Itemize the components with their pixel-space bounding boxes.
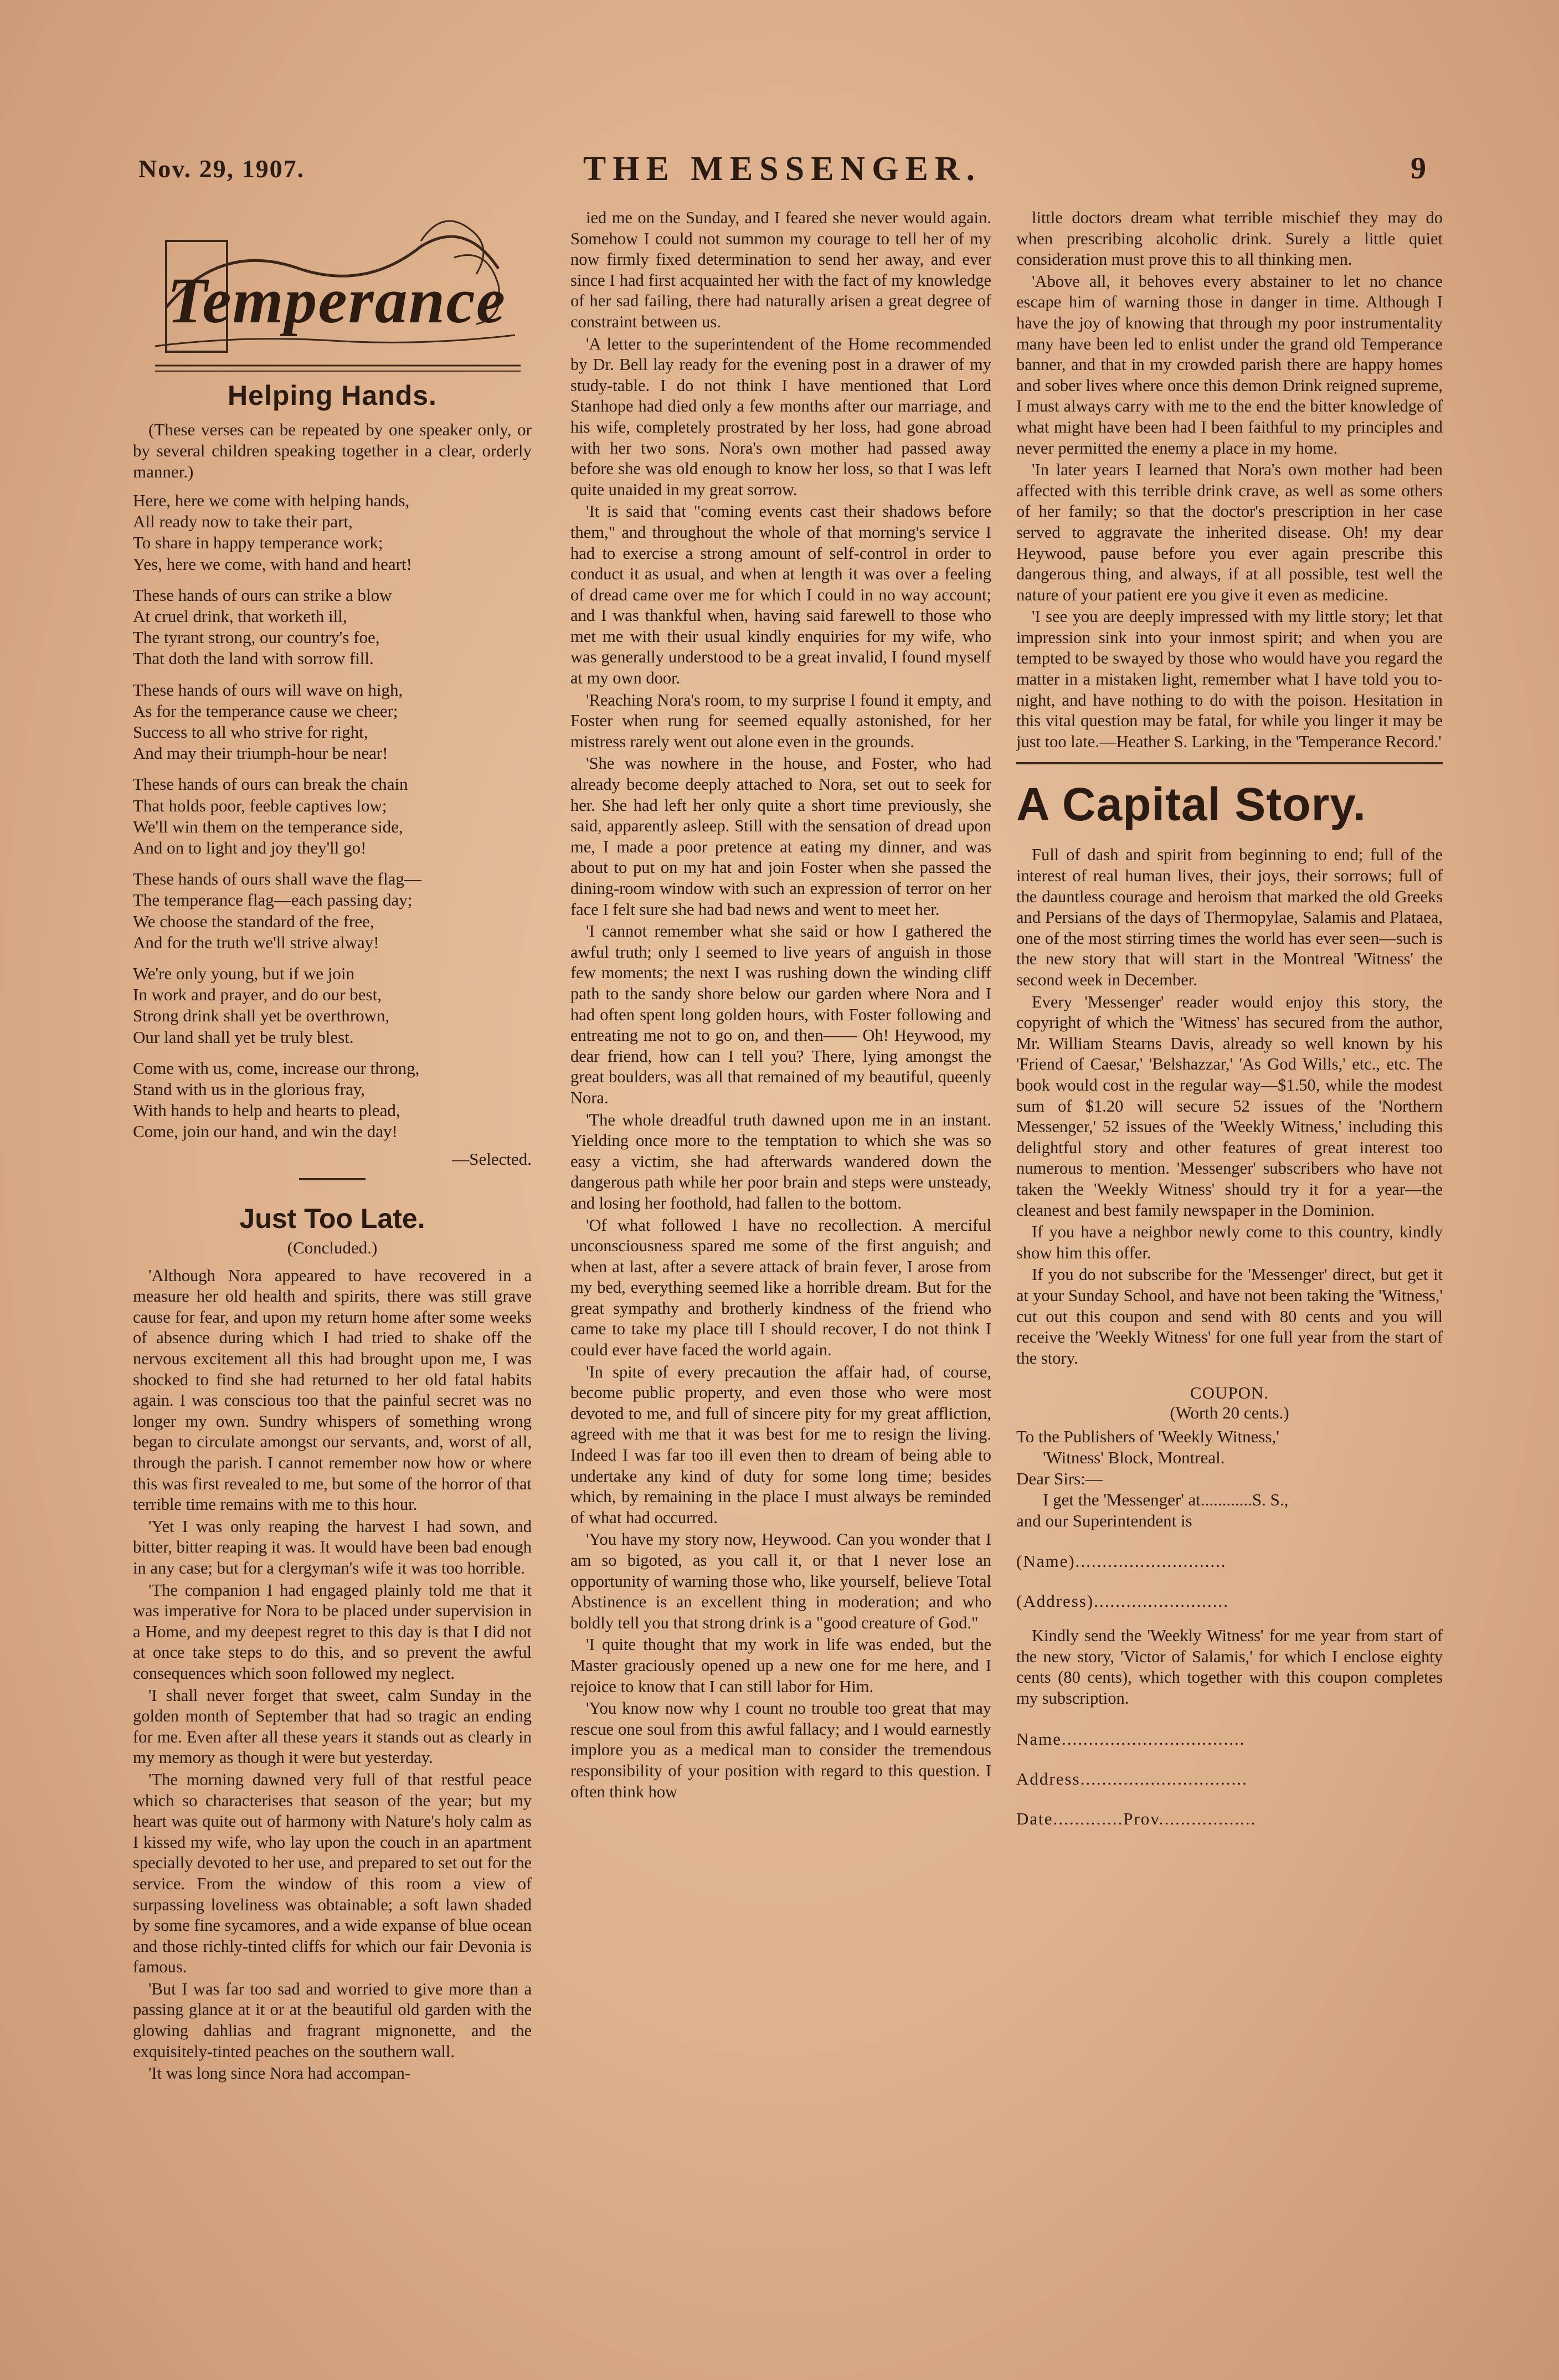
- section-divider: [299, 1178, 366, 1180]
- story-paragraph: 'I see you are deeply impressed with my little story; let that impression sink into your inmost spirit; and when you are tempted to be swayed by those who would have you regard the matter in a mistaken light, remember what I have told you to-night, and have nothing to do with the poison. Hesitation in this vital question may be fatal, for while you linger it may be just too late.—Heather S. Larking, in the 'Temperance Record.': [1016, 607, 1443, 751]
- poem-line: To share in happy temperance work;: [133, 533, 383, 553]
- column-1: [133, 208, 532, 2085]
- coupon-get-line: I get the 'Messenger' at............S. S.,: [1043, 1490, 1289, 1510]
- coupon-to-line-1: To the Publishers of 'Weekly Witness,': [1016, 1427, 1279, 1447]
- coupon-superintendent-line: and our Superintendent is: [1016, 1511, 1192, 1531]
- story-paragraph: 'Above all, it behoves every abstainer to let no chance escape him of warning those in danger in time. Although I have the joy of knowing that through my poor instrumentality many have been led to enlist under the grand old Temperance banner, and that in my crowded parish there are happy homes and sober lives where once this demon Drink reigned supreme, I must always carry with me to the end the bitter knowledge of what might have been had I been faithful to my principles and never permitted the enemy a place in my home.: [1016, 271, 1443, 458]
- poem-line: Success to all who strive for right,: [133, 722, 368, 742]
- poem-line: We choose the standard of the free,: [133, 911, 374, 931]
- capital-story-paragraph: Full of dash and spirit from beginning to end; full of the interest of real human lives, their joys, their sorrows; full of the dauntless courage and heroism that marked the old Greeks and Persians of the days of Thermopylae, Salamis and Plataea, one of the most stirring times the world has ever seen—such is the new story that will start in the Montreal 'Witness' the second week in December.: [1016, 845, 1443, 989]
- coupon-title: COUPON.: [1190, 1383, 1269, 1403]
- story-paragraph: 'I shall never forget that sweet, calm Sunday in the golden month of September that had so tragic an ending for me. Even after all these years it stands out as clearly in my memory as though it were but yesterday.: [133, 1685, 532, 1767]
- poem-line: These hands of ours can strike a blow: [133, 585, 392, 605]
- poem-line: Come, join our hand, and win the day!: [133, 1122, 398, 1142]
- poem-line: We'll win them on the temperance side,: [133, 816, 403, 836]
- poem-line: We're only young, but if we join: [133, 964, 354, 984]
- coupon-kindly-text: Kindly send the 'Weekly Witness' for me year from start of the new story, 'Victor of Salamis,' for which I enclose eighty cents (80 cents), which together with this coupon completes my subscription.: [1016, 1626, 1443, 1708]
- coupon-worth: (Worth 20 cents.): [1170, 1403, 1289, 1423]
- poem-line: The tyrant strong, our country's foe,: [133, 628, 380, 647]
- coupon-to-line-2: 'Witness' Block, Montreal.: [1043, 1448, 1225, 1468]
- story-paragraph: 'In spite of every precaution the affair had, of course, become public property, and even those who were most devoted to me, and full of sincere pity for my great affliction, agreed with me that it was best for me to resign the living. Indeed I was far too ill even then to dream of being able to undertake any kind of duty for some long time; besides which, by remaining in the place I must always be reminded of what had occurred.: [570, 1362, 991, 1527]
- poem-line: At cruel drink, that worketh ill,: [133, 606, 347, 626]
- story-paragraph: 'The whole dreadful truth dawned upon me in an instant. Yielding once more to the temptation to which she was so easy a victim, she had afterwards wandered down the dangerous path while her poor brain and steps were unsteady, and losing her foothold, had fallen to the bottom.: [570, 1110, 991, 1212]
- coupon-address2-field[interactable]: Address...............................: [1016, 1769, 1248, 1788]
- poem-line: And on to light and joy they'll go!: [133, 838, 367, 858]
- poem-stanza: [133, 963, 532, 1048]
- masthead: [133, 150, 1432, 194]
- story-paragraph: 'It is said that "coming events cast their shadows before them," and throughout the whole of that morning's service I had to exercise a strong amount of self-control in order to conduct it as usual, and when at length it was over a feeling of dread came over me for which I could in no way account; and I was thankful when, having said farewell to those who met me with their usual kindly enquiries for my wife, who was generally understood to be a great invalid, I found myself at my own door.: [570, 502, 991, 688]
- story-paragraph: 'You have my story now, Heywood. Can you wonder that I am so bigoted, as you call it, or that I never lose an opportunity of warning those who, like yourself, believe Total Abstinence is an excellent thing in moderation; and who boldly tell you that strong drink is a "good creature of God.": [570, 1530, 991, 1632]
- section-divider: [1016, 762, 1443, 764]
- poem-stanza: [133, 585, 532, 670]
- poem-stanza: [133, 490, 532, 575]
- column-2: [570, 208, 991, 1803]
- just-too-late-title: Just Too Late.: [239, 1202, 425, 1234]
- story-paragraph: 'Although Nora appeared to have recovered in a measure her old health and spirits, there was still grave cause for fear, and upon my return home after some weeks of absence during which I had tried to shake off the nervous excitement all this had brought upon me, I was shocked to find she had returned to her old fatal habits again. I was conscious too that the painful secret was no longer my own. Sundry whispers of something wrong began to circulate amongst our servants, and, worst of all, through the parish. I cannot remember now how or where this was first revealed to me, but some of the horror of that terrible time remains with me to this hour.: [133, 1266, 532, 1514]
- story-paragraph: 'The morning dawned very full of that restful peace which so characterises that season of the year; but my heart was quite out of harmony with Nature's holy calm as I kissed my wife, who lay upon the couch in an apartment specially devoted to her use, and prepared to set out for the service. From the window of this room a view of surpassing loveliness was obtainable; a soft lawn shaded by some fine sycamores, and a wide expanse of blue ocean and those richly-tinted cliffs for which our fair Devonia is famous.: [133, 1770, 532, 1977]
- poem-line: Stand with us in the glorious fray,: [133, 1080, 366, 1099]
- page-number: 9: [1411, 151, 1426, 186]
- poem-stanza: [133, 868, 532, 953]
- poem-line: Strong drink shall yet be overthrown,: [133, 1006, 390, 1026]
- coupon: [1016, 1383, 1443, 1828]
- poem-stanza: [133, 1058, 532, 1143]
- poem-line: With hands to help and hearts to plead,: [133, 1101, 400, 1120]
- poem-line: And may their triumph-hour be near!: [133, 743, 388, 763]
- banner-title: Temperance: [167, 264, 507, 337]
- poem-line: Come with us, come, increase our throng,: [133, 1058, 420, 1078]
- helping-hands-title: Helping Hands.: [228, 380, 437, 411]
- poem-line: All ready now to take their part,: [133, 512, 353, 532]
- poem-line: Our land shall yet be truly blest.: [133, 1027, 354, 1047]
- poem-line: These hands of ours shall wave the flag—: [133, 869, 421, 889]
- poem-credit: —Selected.: [452, 1149, 532, 1169]
- poem-stanza: [133, 680, 532, 764]
- story-paragraph: 'But I was far too sad and worried to give more than a passing glance at it or at the beautiful old garden with the glowing dahlias and fragrant mignonette, and the exquisitely-tinted peaches on the southern wall.: [133, 1979, 532, 2061]
- story-paragraph: 'She was nowhere in the house, and Foster, who had already become deeply attached to Nora, set out to seek for her. She had left her only quite a short time previously, she said, apparently asleep. Still with the sensation of dread upon me, I made a poor pretence at eating my dinner, and was about to put on my hat and join Foster when she passed the dining-room window with such an expression of terror on her face I felt sure she had bad news and went to meet her.: [570, 754, 991, 919]
- capital-story-paragraph: If you do not subscribe for the 'Messenger' direct, but get it at your Sunday School, and have not been taking the 'Witness,' cut out this coupon and send with 80 cents and you will receive the 'Weekly Witness' for one full year from the start of the story.: [1016, 1265, 1443, 1368]
- coupon-salutation: Dear Sirs:—: [1016, 1469, 1103, 1489]
- capital-story-paragraph: Every 'Messenger' reader would enjoy this story, the copyright of which the 'Witness' has secured from the author, Mr. William Stearns Davis, already so well known by his 'Friend of Caesar,' 'Belshazzar,' 'As God Wills,' etc., etc. The book would cost in the regular way—$1.50, while the modest sum of $1.20 will secure 52 issues of the 'Northern Messenger,' 52 issues of the 'Weekly Witness,' including this delightful story and other features of great interest too numerous to mention. 'Messenger' subscribers who have not taken the 'Weekly Witness' should try it for a year—the cleanest and best family newspaper in the Dominion.: [1016, 992, 1443, 1220]
- story-paragraph: 'Of what followed I have no recollection. A merciful unconsciousness spared me some of the first anguish; and when at last, after a severe attack of brain fever, I arose from my bed, everything seemed like a horrible dream. But for the great sympathy and brotherly kindness of the friend who came to take my place till I should recover, I do not think I could ever have faced the world again.: [570, 1215, 991, 1360]
- poem-line: And for the truth we'll strive alway!: [133, 932, 379, 952]
- poem-line: Yes, here we come, with hand and heart!: [133, 554, 412, 574]
- story-paragraph: little doctors dream what terrible mischief they may do when prescribing alcoholic drink. Surely a little quiet consideration must prove this to all thinking men.: [1016, 208, 1443, 269]
- poem-line: These hands of ours can break the chain: [133, 774, 408, 794]
- story-column-3: [1016, 208, 1443, 752]
- story-paragraph: 'You know now why I count no trouble too great that may rescue one soul from this awful fallacy; and I would earnestly implore you as a medical man to consider the tremendous responsibility of your position with regard to this question. I often think how: [570, 1699, 991, 1801]
- poem-stanzas: [133, 490, 532, 1143]
- coupon-name-field[interactable]: (Name)............................: [1016, 1551, 1227, 1571]
- story-column-1: [133, 1266, 532, 2084]
- coupon-address-field[interactable]: (Address).........................: [1016, 1591, 1229, 1611]
- poem-line: Here, here we come with helping hands,: [133, 491, 410, 510]
- story-paragraph: 'I cannot remember what she said or how I gathered the awful truth; only I seemed to live years of anguish in those few moments; the next I was rushing down the winding cliff path to the sandy shore below our garden where Nora and I had often spent long golden hours, with Foster following and entreating me not to go on, and then—— Oh! Heywood, my dear friend, how can I tell you? There, lying amongst the great boulders, was all that remained of my beautiful, queenly Nora.: [570, 922, 991, 1107]
- just-too-late-subtitle: (Concluded.): [287, 1237, 378, 1257]
- helping-hands-intro: (These verses can be repeated by one speaker only, or by several children speaking together in a clear, orderly manner.): [133, 420, 532, 481]
- temperance-banner: [133, 208, 532, 374]
- story-paragraph: ied me on the Sunday, and I feared she never would again. Somehow I could not summon my courage to tell her of my now firmly fixed determination to send her away, and ever since I had first acquainted her with the fact of my knowledge of her sad failing, there had naturally arisen a great degree of constraint between us.: [570, 208, 991, 331]
- coupon-date-prov-field[interactable]: Date.............Prov..................: [1016, 1808, 1257, 1828]
- poem-line: That holds poor, feeble captives low;: [133, 795, 387, 815]
- story-paragraph: 'Yet I was only reaping the harvest I had sown, and bitter, bitter reaping it was. It would have been bad enough in any case; but for a clergyman's wife it was too horrible.: [133, 1517, 532, 1577]
- issue-date: Nov. 29, 1907.: [138, 155, 305, 183]
- capital-story-body: [1016, 845, 1443, 1369]
- story-paragraph: 'I quite thought that my work in life was ended, but the Master graciously opened up a new one for me here, and I rejoice to know that I can still labor for Him.: [570, 1635, 991, 1696]
- story-paragraph: 'In later years I learned that Nora's own mother had been affected with this terrible drink crave, as well as some others of her family; so that the doctor's prescription in her case served to aggravate the inherited disease. Oh! my dear Heywood, pause before you ever again prescribe this dangerous thing, and always, if at all possible, test well the nature of your patient ere you give it even as medicine.: [1016, 460, 1443, 604]
- capital-story-paragraph: If you have a neighbor newly come to this country, kindly show him this offer.: [1016, 1222, 1443, 1262]
- column-3: [1016, 208, 1443, 1829]
- story-column-2: [570, 208, 991, 1802]
- paper-title: THE MESSENGER.: [583, 150, 982, 188]
- poem-line: That doth the land with sorrow fill.: [133, 649, 374, 669]
- coupon-name2-field[interactable]: Name..................................: [1016, 1729, 1246, 1749]
- poem-line: As for the temperance cause we cheer;: [133, 701, 398, 721]
- poem-line: In work and prayer, and do our best,: [133, 985, 382, 1005]
- story-paragraph: 'It was long since Nora had accompan-: [148, 2064, 410, 2083]
- poem-line: The temperance flag—each passing day;: [133, 890, 413, 910]
- poem-stanza: [133, 774, 532, 859]
- poem-line: These hands of ours will wave on high,: [133, 680, 403, 700]
- story-paragraph: 'The companion I had engaged plainly told me that it was imperative for Nora to be placed under supervision in a Home, and my deepest regret to this day is that I did not at once take steps to do this, and so prevent the awful consequences which soon followed my neglect.: [133, 1580, 532, 1683]
- capital-story-title: A Capital Story.: [1016, 778, 1367, 831]
- story-paragraph: 'A letter to the superintendent of the Home recommended by Dr. Bell lay ready for the evening post in a drawer of my study-table. I do not think I have mentioned that Lord Stanhope had died only a few months after our marriage, and his wife, completely prostrated by her loss, had gone abroad with her two sons. Nora's own mother had passed away before she was old enough to know her loss, so that I was left quite unaided in my great sorrow.: [570, 334, 991, 499]
- story-paragraph: 'Reaching Nora's room, to my surprise I found it empty, and Foster when rung for seemed equally astonished, for her mistress rarely went out alone even in the grounds.: [570, 690, 991, 751]
